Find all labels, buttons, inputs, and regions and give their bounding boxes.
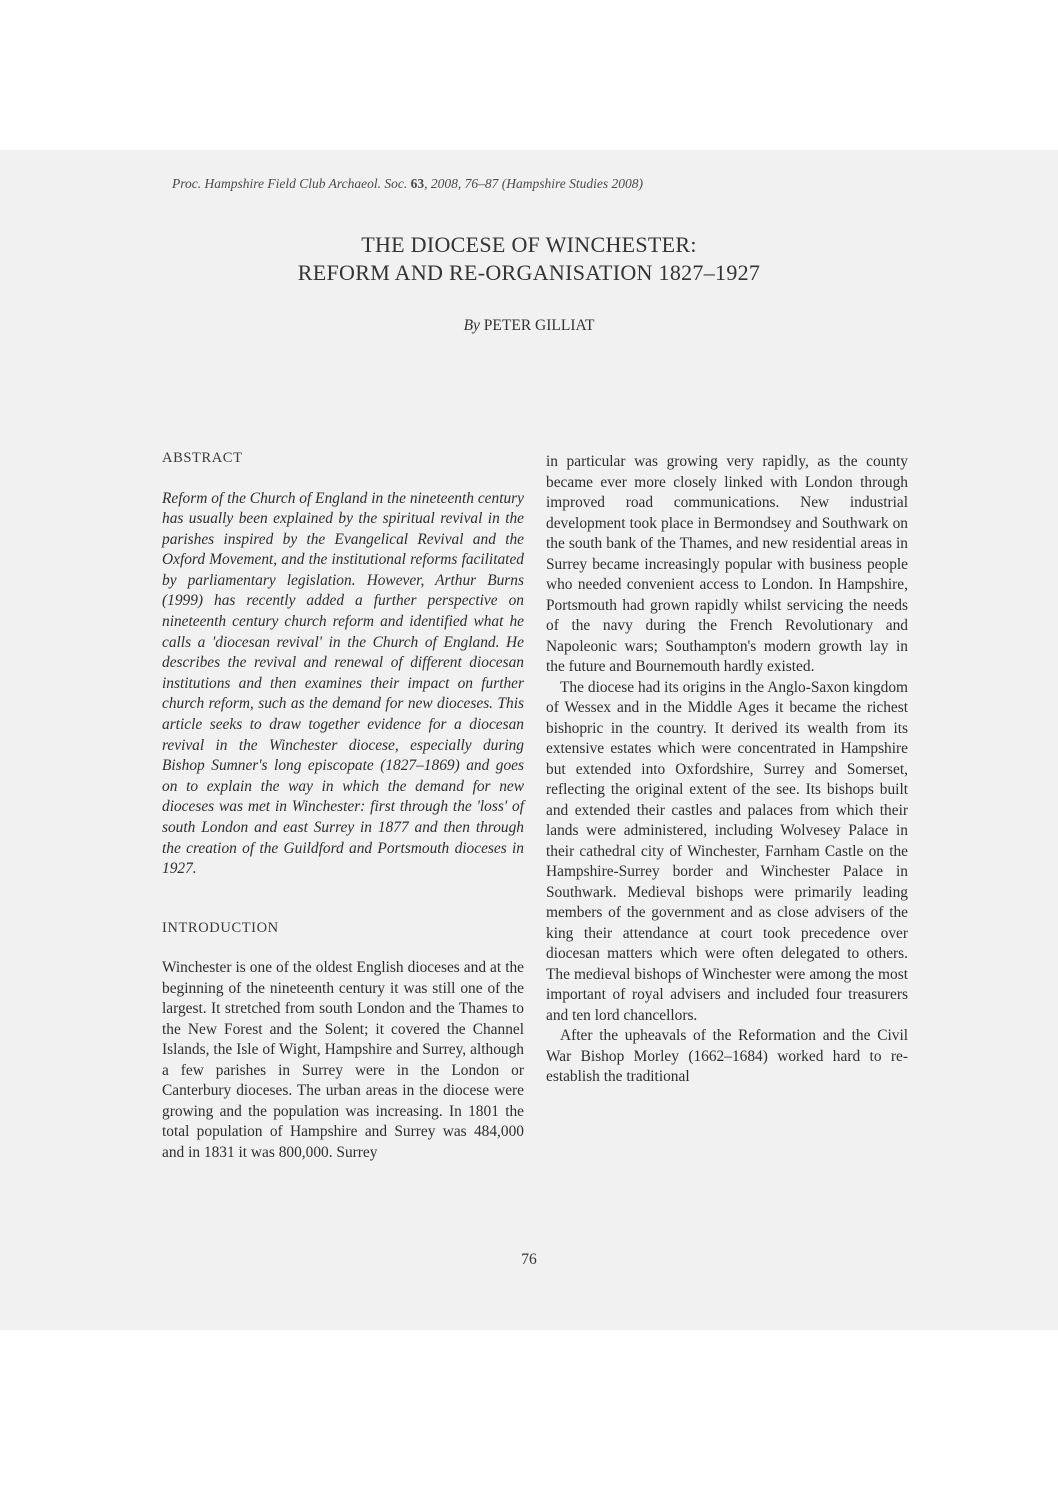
body-paragraph-2: The diocese had its origins in the Anglo-Saxon kingdom of Wessex and in the Middle Ages it became the richest bishopric in the country. It derived its wealth from its extensive estates which were concentrated in Hampshire but extended into Oxfordshire, Surrey and Somerset, reflecting the original extent of the see. Its bishops built and extended their castles and palaces from which their lands were administered, including Wolvesey Palace in their cathedral city of Winchester, Farnham Castle on the Hampshire-Surrey border and Winchester Palace in Southwark. Medieval bishops were primarily leading members of the government and as close advisers of the king their attendance at court took precedence over diocesan matters which were often delegated to others. The medieval bishops of Winchester were among the most important of royal advisers and included four treasurers and ten lord chancellors. bbox=[546, 678, 908, 1024]
citation-prefix: Proc. Hampshire Field Club Archaeol. Soc. bbox=[172, 176, 408, 191]
author-name: PETER GILLIAT bbox=[483, 317, 595, 334]
abstract-text: Reform of the Church of England in the nineteenth century has usually been explained by the spiritual revival in the parishes inspired by the Evangelical Revival and the Oxford Movement, and the institutional reforms facilitated by parliamentary legislation. However, Arthur Burns (1999) has recently added a further perspective on nineteenth century church reform and identified what he calls a 'diocesan revival' in the Church of England. He describes the revival and renewal of different diocesan institutions and then examines their impact on further church reform, such as the demand for new dioceses. This article seeks to draw together evidence for a diocesan revival in the Winchester diocese, especially during Bishop Sumner's long episcopate (1827–1869) and goes on to explain the way in which the demand for new dioceses was met in Winchester: first through the 'loss' of south London and east Surrey in 1877 and then through the creation of the Guildford and Portsmouth dioceses in 1927. bbox=[162, 489, 524, 878]
introduction-heading: INTRODUCTION bbox=[162, 919, 279, 936]
body-paragraph-3: After the upheavals of the Reformation and the Civil War Bishop Morley (1662–1684) worked hard to re-establish the traditional bbox=[546, 1027, 908, 1085]
byline bbox=[150, 317, 908, 335]
citation-suffix: , 2008, 76–87 (Hampshire Studies 2008) bbox=[424, 176, 643, 191]
page-number: 76 bbox=[521, 1251, 537, 1268]
left-column bbox=[162, 448, 524, 1163]
article-title-line-2: REFORM AND RE-ORGANISATION 1827–1927 bbox=[297, 260, 761, 285]
byline-by: By bbox=[463, 317, 480, 334]
right-column bbox=[546, 452, 908, 1088]
journal-citation bbox=[172, 176, 932, 192]
body-paragraph-1: in particular was growing very rapidly, as the county became ever more closely linked with London through improved road communications. New industrial development took place in Bermondsey and Southwark on the south bank of the Thames, and new residential areas in Surrey became increasingly popular with business people who needed convenient access to London. In Hampshire, Portsmouth had grown rapidly whilst servicing the needs of the navy during the French Revolutionary and Napoleonic wars; Southampton's modern growth lay in the future and Bournemouth hardly existed. bbox=[546, 453, 908, 675]
introduction-paragraph: Winchester is one of the oldest English dioceses and at the beginning of the nineteenth century it was still one of the largest. It stretched from south London and the Thames to the New Forest and the Solent; it covered the Channel Islands, the Isle of Wight, Hampshire and Surrey, although a few parishes in Surrey were in the London or Canterbury dioceses. The urban areas in the diocese were growing and the population was increasing. In 1801 the total population of Hampshire and Surrey was 484,000 and in 1831 it was 800,000. Surrey bbox=[162, 959, 524, 1161]
abstract-heading: ABSTRACT bbox=[162, 450, 243, 466]
citation-volume: 63 bbox=[410, 176, 425, 191]
article-title-line-1: THE DIOCESE OF WINCHESTER: bbox=[361, 232, 697, 257]
